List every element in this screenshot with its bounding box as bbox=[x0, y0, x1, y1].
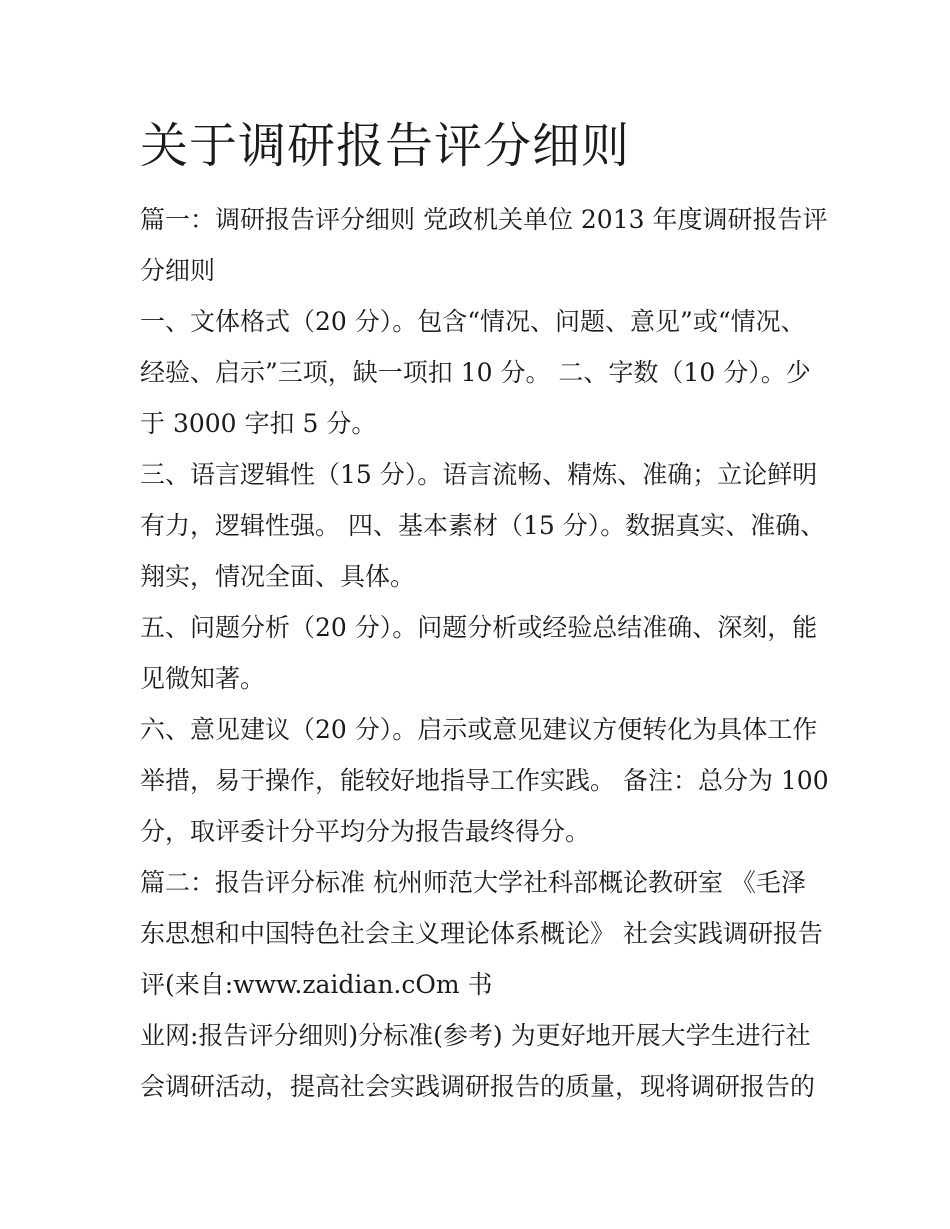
paragraph-6: 篇二：报告评分标准 杭州师范大学社科部概论教研室 《毛泽东思想和中国特色社会主义理论体系概论》 社会实践调研报告评(来自:www.zaidian.cOm 书 bbox=[140, 868, 823, 999]
paragraph-3: 三、语言逻辑性（15 分）。语言流畅、精炼、准确；立论鲜明有力，逻辑性强。 四、基本素材（15 分）。数据真实、准确、翔实，情况全面、具体。 bbox=[140, 460, 826, 591]
document-page bbox=[140, 110, 830, 1112]
paragraph-5: 六、意见建议（20 分）。启示或意见建议方便转化为具体工作举措，易于操作，能较好地指导工作实践。 备注：总分为 100 分，取评委计分平均分为报告最终得分。 bbox=[140, 715, 829, 846]
paragraph-1: 篇一：调研报告评分细则 党政机关单位 2013 年度调研报告评分细则 bbox=[140, 205, 828, 285]
paragraph-4: 五、问题分析（20 分）。问题分析或经验总结准确、深刻，能见微知著。 bbox=[140, 613, 818, 693]
document-title: 关于调研报告评分细则 bbox=[140, 118, 631, 174]
paragraph-7: 业网:报告评分细则)分标准(参考) 为更好地开展大学生进行社会调研活动，提高社会实践调研报告的质量，现将调研报告的 bbox=[140, 1021, 816, 1101]
paragraph-2: 一、文体格式（20 分）。包含“情况、问题、意见”或“情况、经验、启示”三项，缺一项扣 10 分。 二、字数（10 分）。少于 3000 字扣 5 分。 bbox=[140, 307, 811, 438]
